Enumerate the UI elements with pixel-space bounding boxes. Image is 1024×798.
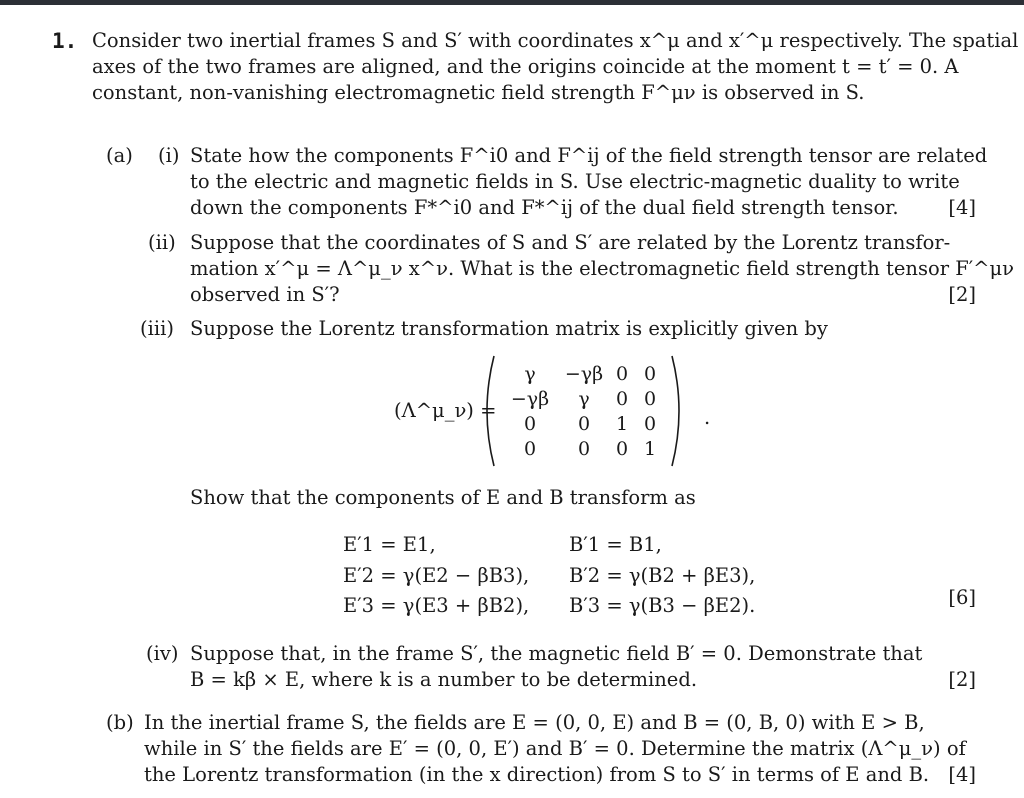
e-eq-2: E′2 = γ(E2 − βB3),: [343, 564, 530, 587]
matrix-cell: 0: [643, 388, 657, 410]
matrix-cell: 0: [615, 388, 629, 410]
matrix-cell: 0: [523, 438, 537, 460]
part-a-iii-label: (iii): [140, 317, 174, 340]
intro-line-1: Consider two inertial frames S and S′ with coordinates x^μ and x′^μ respectively. The spatial: [92, 29, 1019, 52]
intro-line-2: axes of the two frames are aligned, and the origins coincide at the moment t = t′ = 0. A: [92, 55, 959, 78]
part-b-line-3: the Lorentz transformation (in the x direction) from S to S′ in terms of E and B.: [144, 763, 930, 786]
matrix-cell: 0: [615, 363, 629, 385]
part-a-label: (a): [106, 144, 133, 167]
matrix-cell: 0: [643, 413, 657, 435]
part-a-ii-line-3: observed in S′?: [190, 283, 340, 306]
matrix-grid: [500, 362, 668, 462]
part-a-ii-line-2: mation x′^μ = Λ^μ_ν x^ν. What is the electromagnetic field strength tensor F′^μν: [190, 257, 1015, 280]
part-a-iv-line-2: B = kβ × E, where k is a number to be determined.: [190, 668, 698, 691]
top-border: [0, 0, 1024, 5]
left-paren-icon: [478, 354, 498, 468]
matrix-cell: −γβ: [510, 388, 550, 410]
part-a-iv-line-1: Suppose that, in the frame S′, the magnetic field B′ = 0. Demonstrate that: [190, 642, 923, 665]
matrix-cell: γ: [524, 363, 536, 385]
b-eq-1: B′1 = B1,: [569, 533, 662, 556]
part-a-iii-marks: [6]: [948, 586, 976, 609]
b-eq-3: B′3 = γ(B3 − βE2).: [569, 594, 756, 617]
intro-line-3: constant, non-vanishing electromagnetic field strength F^μν is observed in S.: [92, 81, 865, 104]
matrix-cell: γ: [578, 388, 590, 410]
part-a-ii-marks: [2]: [948, 283, 976, 306]
question-number: 1.: [52, 29, 78, 53]
matrix-cell: 0: [643, 363, 657, 385]
matrix-cell: 0: [615, 438, 629, 460]
part-a-ii-label: (ii): [148, 231, 176, 254]
part-a-iv-marks: [2]: [948, 668, 976, 691]
right-paren-icon: [668, 354, 688, 468]
part-a-i-line-2: to the electric and magnetic fields in S. Use electric-magnetic duality to write: [190, 170, 960, 193]
matrix-cell: 1: [615, 413, 629, 435]
matrix-end: .: [704, 406, 711, 429]
matrix-cell: 1: [643, 438, 657, 460]
part-a-ii-line-1: Suppose that the coordinates of S and S′ are related by the Lorentz transfor-: [190, 231, 951, 254]
matrix-lhs: (Λ^μ_ν) =: [394, 399, 497, 422]
lorentz-matrix: [478, 354, 688, 468]
part-a-iii-show: Show that the components of E and B transform as: [190, 486, 696, 509]
matrix-cell: 0: [577, 413, 591, 435]
b-eq-2: B′2 = γ(B2 + βE3),: [569, 564, 756, 587]
part-a-i-label: (i): [158, 144, 180, 167]
part-a-i-line-3: down the components F*^i0 and F*^ij of the dual field strength tensor.: [190, 196, 899, 219]
part-b-line-1: In the inertial frame S, the fields are E = (0, 0, E) and B = (0, B, 0) with E > B,: [144, 711, 925, 734]
part-a-iii-line: Suppose the Lorentz transformation matrix is explicitly given by: [190, 317, 828, 340]
e-eq-3: E′3 = γ(E3 + βB2),: [343, 594, 530, 617]
part-a-i-line-1: State how the components F^i0 and F^ij of the field strength tensor are related: [190, 144, 988, 167]
part-b-marks: [4]: [948, 763, 976, 786]
e-eq-1: E′1 = E1,: [343, 533, 436, 556]
matrix-cell: −γβ: [564, 363, 604, 385]
part-b-line-2: while in S′ the fields are E′ = (0, 0, E′) and B′ = 0. Determine the matrix (Λ^μ_ν) of: [144, 737, 966, 760]
matrix-cell: 0: [577, 438, 591, 460]
matrix-cell: 0: [523, 413, 537, 435]
part-a-i-marks: [4]: [948, 196, 976, 219]
part-a-iv-label: (iv): [146, 642, 179, 665]
part-b-label: (b): [106, 711, 134, 734]
